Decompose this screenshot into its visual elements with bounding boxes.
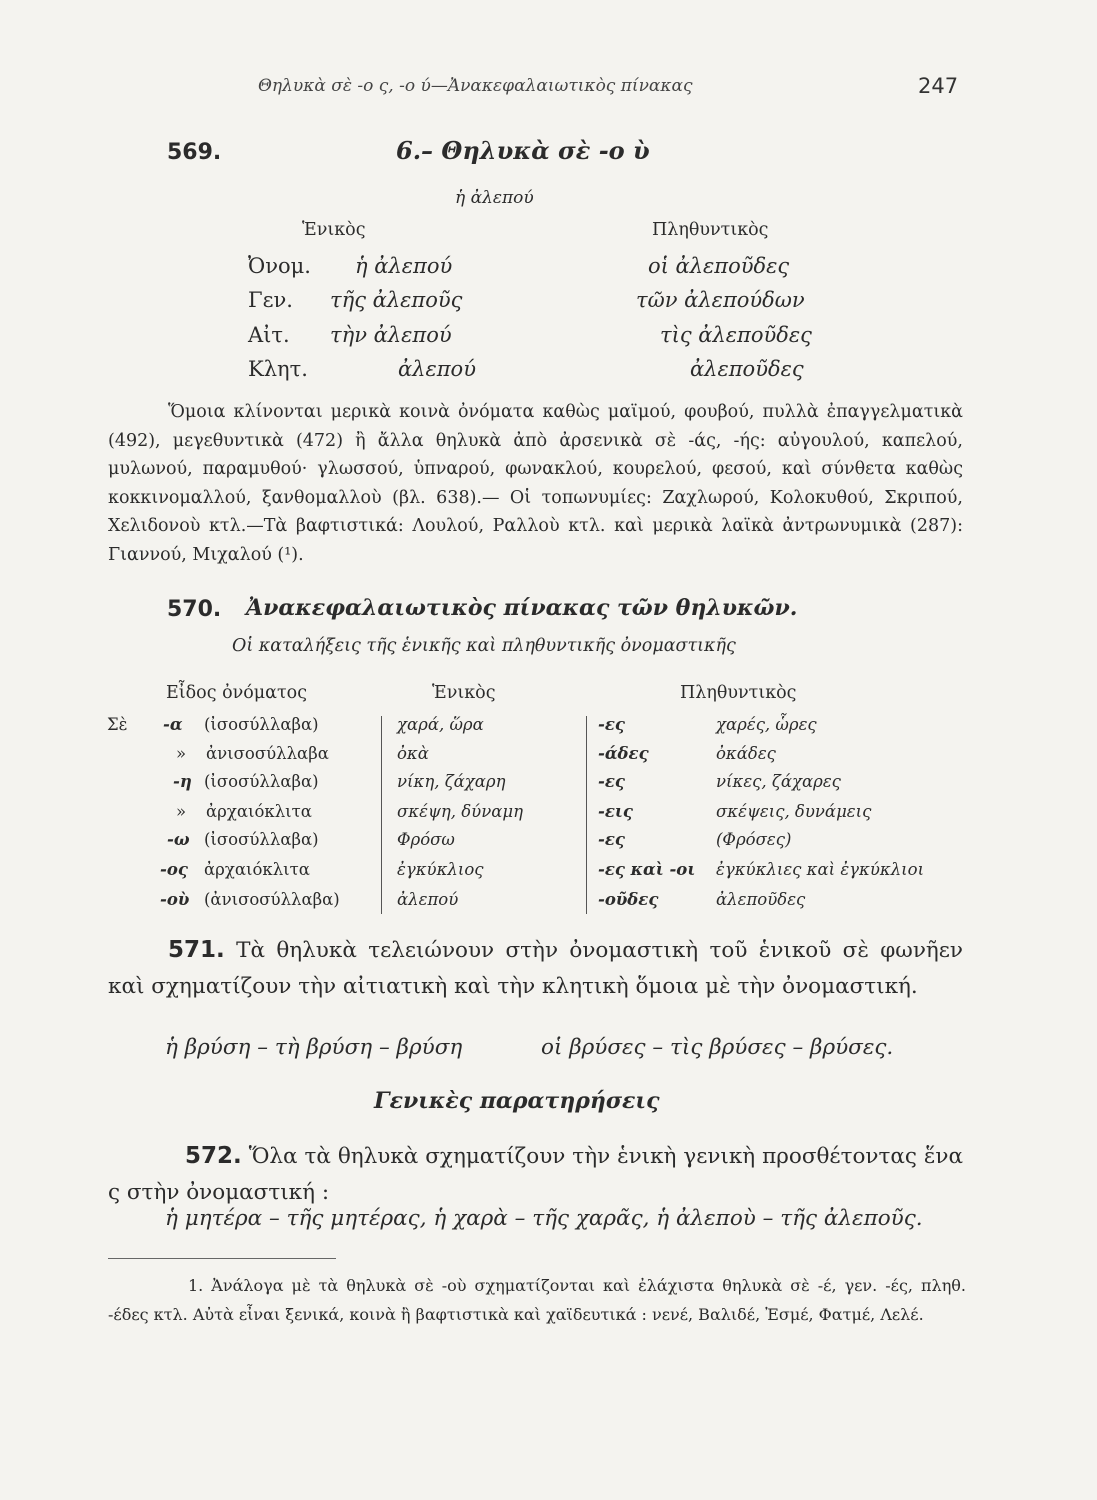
section-572-number: 572. xyxy=(185,1143,242,1169)
plural-ending: -οῦδες xyxy=(598,890,659,909)
singular-form: ἡ ἀλεπού xyxy=(355,254,453,278)
noun-kind: ἀρχαιόκλιτα xyxy=(206,802,312,821)
col-plural-header: Πληθυντικὸς xyxy=(652,220,769,240)
section-571-example-singular: ἡ βρύση – τὴ βρύση – βρύση xyxy=(165,1035,463,1060)
plural-ending: -εις xyxy=(598,802,633,821)
singular-example: χαρά, ὥρα xyxy=(397,715,484,734)
singular-form: ἀλεπού xyxy=(398,357,476,381)
plural-example: νίκες, ζάχαρες xyxy=(716,772,841,791)
singular-form: τῆς ἀλεποῦς xyxy=(330,288,463,312)
col-plural-header: Πληθυντικὸς xyxy=(680,683,797,703)
noun-kind: (ἰσοσύλλαβα) xyxy=(204,715,319,734)
plural-form: τὶς ἀλεποῦδες xyxy=(660,323,812,347)
plural-form: οἱ ἀλεποῦδες xyxy=(648,254,790,278)
ending: » xyxy=(176,744,187,763)
singular-example: ἀλεπού xyxy=(397,890,459,909)
col-kind-header: Εἶδος ὀνόματος xyxy=(166,683,307,703)
page-number: 247 xyxy=(918,74,959,98)
running-header: Θηλυκὰ σὲ -ο ς, -ο ύ—Ἀνακεφαλαιωτικὸς πίνακας xyxy=(258,76,693,96)
plural-ending: -ες xyxy=(598,772,625,791)
table-divider xyxy=(586,716,587,914)
plural-example: ἐγκύκλιες καὶ ἐγκύκλιοι xyxy=(716,860,925,879)
general-remarks-heading: Γενικὲς παρατηρήσεις xyxy=(374,1088,660,1114)
table-prefix: Σὲ xyxy=(107,715,128,734)
singular-example: ὀκὰ xyxy=(397,744,429,763)
noun-kind: ἀνισοσύλλαβα xyxy=(206,744,329,763)
ending: -οὺ xyxy=(160,890,190,909)
section-571-text: Τὰ θηλυκὰ τελειώνουν στὴν ὀνομαστικὴ τοῦ ἑνικοῦ σὲ φωνῆεν καὶ σχηματίζουν τὴν αἰτιατικὴ καὶ τὴν κλητικὴ ὅμοια μὲ τὴν ὀνομαστική. xyxy=(108,938,963,999)
noun-kind: (ἀνισοσύλλαβα) xyxy=(204,890,340,909)
section-571-example-plural: οἱ βρύσες – τὶς βρύσες – βρύσες. xyxy=(541,1035,894,1060)
plural-ending: -ες xyxy=(598,830,625,849)
section-570-number: 570. xyxy=(167,597,222,622)
section-570-subtitle: Οἱ καταλήξεις τῆς ἑνικῆς καὶ πληθυντικῆς ὀνομαστικῆς xyxy=(232,636,736,656)
noun-kind: ἀρχαιόκλιτα xyxy=(204,860,310,879)
plural-ending: -άδες xyxy=(598,744,649,763)
footnote-rule xyxy=(108,1258,336,1259)
plural-example: χαρές, ὧρες xyxy=(716,715,817,734)
table-divider xyxy=(381,716,382,914)
section-571-number: 571. xyxy=(168,937,225,963)
section-569-title: 6.– Θηλυκὰ σὲ -ο ὺ xyxy=(396,136,650,165)
plural-ending: -ες xyxy=(598,715,625,734)
ending: -ος xyxy=(160,860,188,879)
col-singular-header: Ἑνικὸς xyxy=(302,220,366,240)
section-569-number: 569. xyxy=(167,140,222,165)
col-singular-header: Ἑνικὸς xyxy=(432,683,496,703)
noun-kind: (ἰσοσύλλαβα) xyxy=(204,830,319,849)
singular-form: τὴν ἀλεπού xyxy=(330,323,452,347)
example-word: ἡ ἀλεπού xyxy=(455,188,534,208)
section-571-paragraph xyxy=(108,932,963,1005)
case-label: Γεν. xyxy=(248,288,293,312)
ending: -η xyxy=(173,772,192,791)
ending: » xyxy=(176,802,187,821)
plural-example: (Φρόσες) xyxy=(716,830,792,849)
case-label: Ὀνομ. xyxy=(248,254,311,278)
singular-example: νίκη, ζάχαρη xyxy=(397,772,506,791)
ending: -α xyxy=(163,715,183,734)
section-572-example: ἡ μητέρα – τῆς μητέρας, ἡ χαρὰ – τῆς χαρᾶς, ἡ ἀλεποὺ – τῆς ἀλεποῦς. xyxy=(165,1206,923,1231)
ending: -ω xyxy=(167,830,190,849)
plural-ending: -ες καὶ -οι xyxy=(598,860,696,879)
plural-example: ἀλεποῦδες xyxy=(716,890,806,909)
plural-example: ὀκάδες xyxy=(716,744,776,763)
section-572-paragraph xyxy=(108,1138,963,1211)
noun-kind: (ἰσοσύλλαβα) xyxy=(204,772,319,791)
section-570-title: Ἀνακεφαλαιωτικὸς πίνακας τῶν θηλυκῶν. xyxy=(246,595,798,621)
case-label: Αἰτ. xyxy=(248,323,290,347)
plural-form: ἀλεποῦδες xyxy=(690,357,804,381)
plural-example: σκέψεις, δυνάμεις xyxy=(716,802,872,821)
plural-form: τῶν ἀλεπούδων xyxy=(636,288,805,312)
section-572-text: Ὅλα τὰ θηλυκὰ σχηματίζουν τὴν ἑνικὴ γενικὴ προσθέτοντας ἕνα ς στὴν ὀνομαστική : xyxy=(108,1144,963,1205)
singular-example: ἐγκύκλιος xyxy=(397,860,484,879)
section-569-paragraph: Ὅμοια κλίνονται μερικὰ κοινὰ ὀνόματα καθὼς μαϊμού, φουβού, πυλλὰ ἐπαγγελματικὰ (492), μεγεθυντικὰ (472) ἢ ἄλλα θηλυκὰ ἀπὸ ἀρσενικὰ σὲ -άς, -ής: αὐγουλού, καπελού, μυλωνού, παραμυθού· γλωσσού, ὑπναρού, φωνακλού, κουρελού, φεσού, καὶ σύνθετα καθὼς κοκκινομαλλού, ξανθομαλλοὺ (βλ. 638).— Οἱ τοπωνυμίες: Ζαχλωρού, Κολοκυθού, Σκριπού, Χελιδονοὺ κτλ.—Τὰ βαφτιστικά: Λουλού, Ραλλοὺ κτλ. καὶ μερικὰ λαϊκὰ ἀντρωνυμικὰ (287): Γιαννού, Μιχαλού (¹). xyxy=(108,402,963,565)
case-label: Κλητ. xyxy=(248,357,308,381)
singular-example: σκέψη, δύναμη xyxy=(397,802,523,821)
singular-example: Φρόσω xyxy=(397,830,455,849)
footnote: 1. Ἀνάλογα μὲ τὰ θηλυκὰ σὲ -οὺ σχηματίζονται καὶ ἐλάχιστα θηλυκὰ σὲ -έ, γεν. -ές, πληθ. -έδες κτλ. Αὐτὰ εἶναι ξενικά, κοινὰ ἢ βαφτιστικὰ καὶ χαϊδευτικά : νενέ, Βαλιδέ, Ἐσμέ, Φατμέ, Λελέ. xyxy=(108,1276,966,1324)
